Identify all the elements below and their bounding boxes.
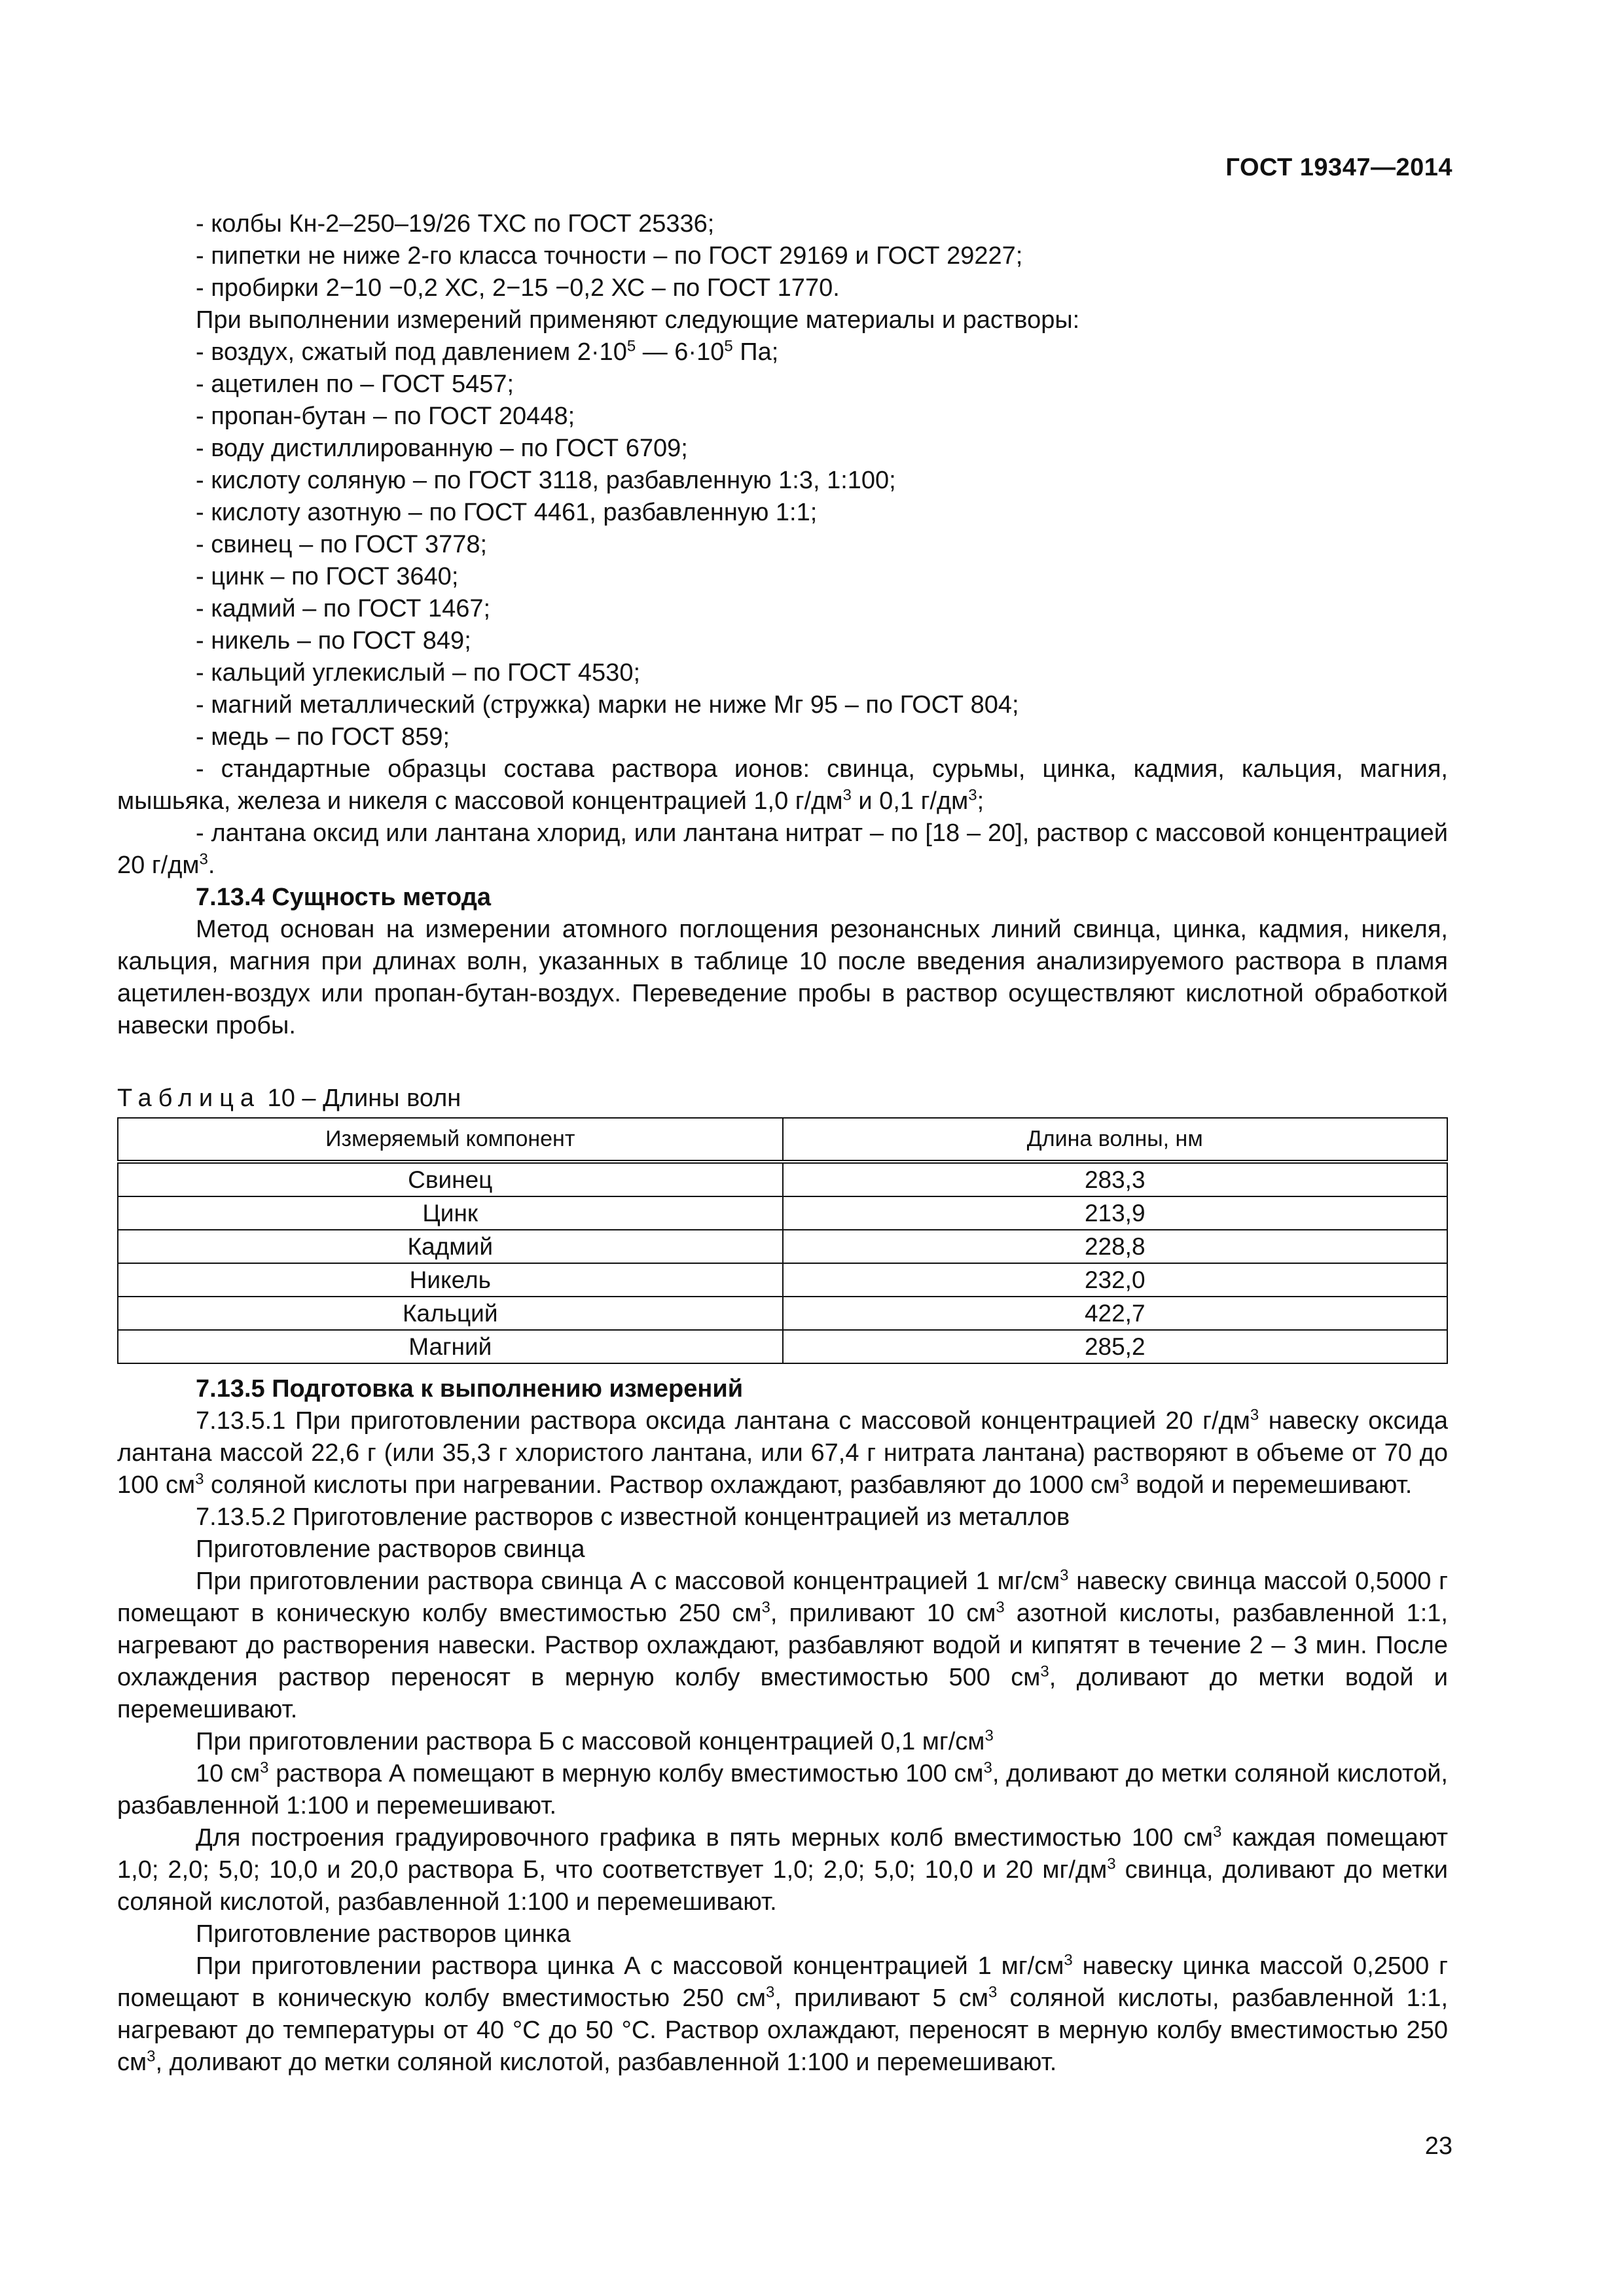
list-item: - цинк – по ГОСТ 3640; <box>196 563 459 590</box>
document-header: ГОСТ 19347—2014 <box>1225 154 1453 181</box>
list-item: - пробирки 2−10 −0,2 ХС, 2−15 −0,2 ХС – по ГОСТ 1770. <box>196 274 840 302</box>
table-row <box>118 1196 1447 1230</box>
paragraph-zinc-a: При приготовлении раствора цинка А с массовой концентрацией 1 $мг/см^3$ навеску цинка массой 0,2500 г помещают в коническую колбу вместимостью 250 $см^3$, приливают 5 $см^3$ соляной кислоты, разбавленной 1:1, нагревают до температуры от 40 °С до 50 °С. Раствор охлаждают, переносят в мерную колбу вместимостью 250 $см^3$, доливают до метки соляной кислотой, разбавленной 1:100 и перемешивают. <box>117 1951 1449 2076</box>
list-item-standards: - стандартные образцы состава раствора ионов: свинца, сурьмы, цинка, кадмия, кальция, магния, мышьяка, железа и никеля с массовой концентрацией 1,0 $г/дм^3$ и 0,1 $г/дм^3$; <box>117 755 1448 815</box>
wavelength-table <box>117 1117 1448 1364</box>
materials-intro: При выполнении измерений применяют следующие материалы и растворы: <box>196 306 1080 334</box>
table-cell: Никель <box>118 1263 783 1297</box>
list-item: - пропан-бутан – по ГОСТ 20448; <box>196 403 575 430</box>
paragraph-lead-b2: 10 $см^3$ раствора А помещают в мерную колбу вместимостью 100 $см^3$, доливают до метки соляной кислотой, разбавленной 1:100 и перемешивают. <box>117 1759 1448 1820</box>
paragraph-lead-c: Для построения градуировочного графика в пять мерных колб вместимостью 100 $см^3$ каждая помещают 1,0; 2,0; 5,0; 10,0 и 20,0 раствора Б, что соответствует 1,0; 2,0; 5,0; 10,0 и 20 $мг/дм^3$ свинца, доливают до метки соляной кислотой, разбавленной 1:100 и перемешивают. <box>117 1823 1449 1916</box>
table-row <box>118 1230 1447 1263</box>
section-title-7134: 7.13.4 Сущность метода <box>196 884 491 911</box>
paragraph-71351: 7.13.5.1 При приготовлении раствора оксида лантана с массовой концентрацией 20 $г/дм^3$ навеску оксида лантана массой 22,6 г (или 35,3 г хлористого лантана, или 67,4 г нитрата лантана) растворяют в объеме от 70 до 100 $см^3$ соляной кислоты при нагревании. Раствор охлаждают, разбавляют до 1000 $см^3$ водой и перемешивают. <box>117 1406 1448 1499</box>
table-cell: 228,8 <box>783 1230 1448 1263</box>
table-cell: Свинец <box>118 1162 783 1196</box>
list-item: - никель – по ГОСТ 849; <box>196 627 471 655</box>
list-item: - магний металлический (стружка) марки не ниже Мг 95 – по ГОСТ 804; <box>196 691 1019 719</box>
materials-list <box>117 336 1448 882</box>
page-number: 23 <box>1424 2132 1453 2160</box>
table-caption: Таблица 10 – Длины волн <box>117 1085 461 1112</box>
table-header-row <box>118 1118 1447 1162</box>
table-cell: 283,3 <box>783 1162 1448 1196</box>
subheading-zinc: Приготовление растворов цинка <box>196 1920 571 1948</box>
list-item: - воду дистиллированную – по ГОСТ 6709; <box>196 435 688 462</box>
list-item: - свинец – по ГОСТ 3778; <box>196 531 488 558</box>
list-item: - колбы Кн-2–250–19/26 ТХС по ГОСТ 25336; <box>196 210 715 238</box>
list-item-lanthanum: - лантана оксид или лантана хлорид, или лантана нитрат – по [18 – 20], раствор с массовой концентрацией 20 $г/дм^3$. <box>117 819 1448 879</box>
table-cell: Кальций <box>118 1297 783 1330</box>
list-item: - кальций углекислый – по ГОСТ 4530; <box>196 659 641 687</box>
table-header-cell: Длина волны, нм <box>783 1118 1448 1162</box>
table-header-cell: Измеряемый компонент <box>118 1118 783 1162</box>
table-cell: Цинк <box>118 1196 783 1230</box>
main-text <box>117 208 1448 2079</box>
table-row <box>118 1162 1447 1196</box>
table-row <box>118 1297 1447 1330</box>
section-title-7135: 7.13.5 Подготовка к выполнению измерений <box>196 1375 744 1403</box>
list-item: - кислоту азотную – по ГОСТ 4461, разбавленную 1:1; <box>196 499 818 526</box>
table-cell: 422,7 <box>783 1297 1448 1330</box>
paragraph-lead-a: При приготовлении раствора свинца А с массовой концентрацией 1 $мг/см^3$ навеску свинца массой 0,5000 г помещают в коническую колбу вместимостью 250 $см^3$, приливают 10 $см^3$ азотной кислоты, разбавленной 1:1, нагревают до растворения навески. Раствор охлаждают, разбавляют водой и кипятят в течение 2 – 3 мин. После охлаждения раствор переносят в мерную колбу вместимостью 500 $см^3$, доливают до метки водой и перемешивают. <box>117 1566 1448 1723</box>
paragraph-lead-b: При приготовлении раствора Б с массовой концентрацией 0,1 $мг/см^3$ <box>196 1727 994 1755</box>
table-cell: 213,9 <box>783 1196 1448 1230</box>
paragraph-71352: 7.13.5.2 Приготовление растворов с известной концентрацией из металлов <box>196 1503 1070 1531</box>
table-row <box>118 1330 1447 1363</box>
list-item: - пипетки не ниже 2-го класса точности – по ГОСТ 29169 и ГОСТ 29227; <box>196 242 1023 270</box>
table-cell: Магний <box>118 1330 783 1363</box>
table-cell: Кадмий <box>118 1230 783 1263</box>
section-text-7134: Метод основан на измерении атомного поглощения резонансных линий свинца, цинка, кадмия, никеля, кальция, магния при длинах волн, указанных в таблице 10 после введения анализируемого раствора в пламя ацетилен-воздух или пропан-бутан-воздух. Переведение пробы в раствор осуществляют кислотной обработкой навески пробы. <box>117 916 1448 1039</box>
table-cell: 285,2 <box>783 1330 1448 1363</box>
subheading-lead: Приготовление растворов свинца <box>196 1535 585 1563</box>
list-item: - кислоту соляную – по ГОСТ 3118, разбавленную 1:3, 1:100; <box>196 467 896 494</box>
table-cell: 232,0 <box>783 1263 1448 1297</box>
list-item-air: - воздух, сжатый под давлением $2\cdot 10^5$ — $6\cdot 10^5$ Па; <box>196 337 779 366</box>
list-item: - медь – по ГОСТ 859; <box>196 723 450 751</box>
table-row <box>118 1263 1447 1297</box>
list-item: - кадмий – по ГОСТ 1467; <box>196 595 491 622</box>
list-item: - ацетилен по – ГОСТ 5457; <box>196 370 514 398</box>
equipment-list <box>117 208 1448 304</box>
